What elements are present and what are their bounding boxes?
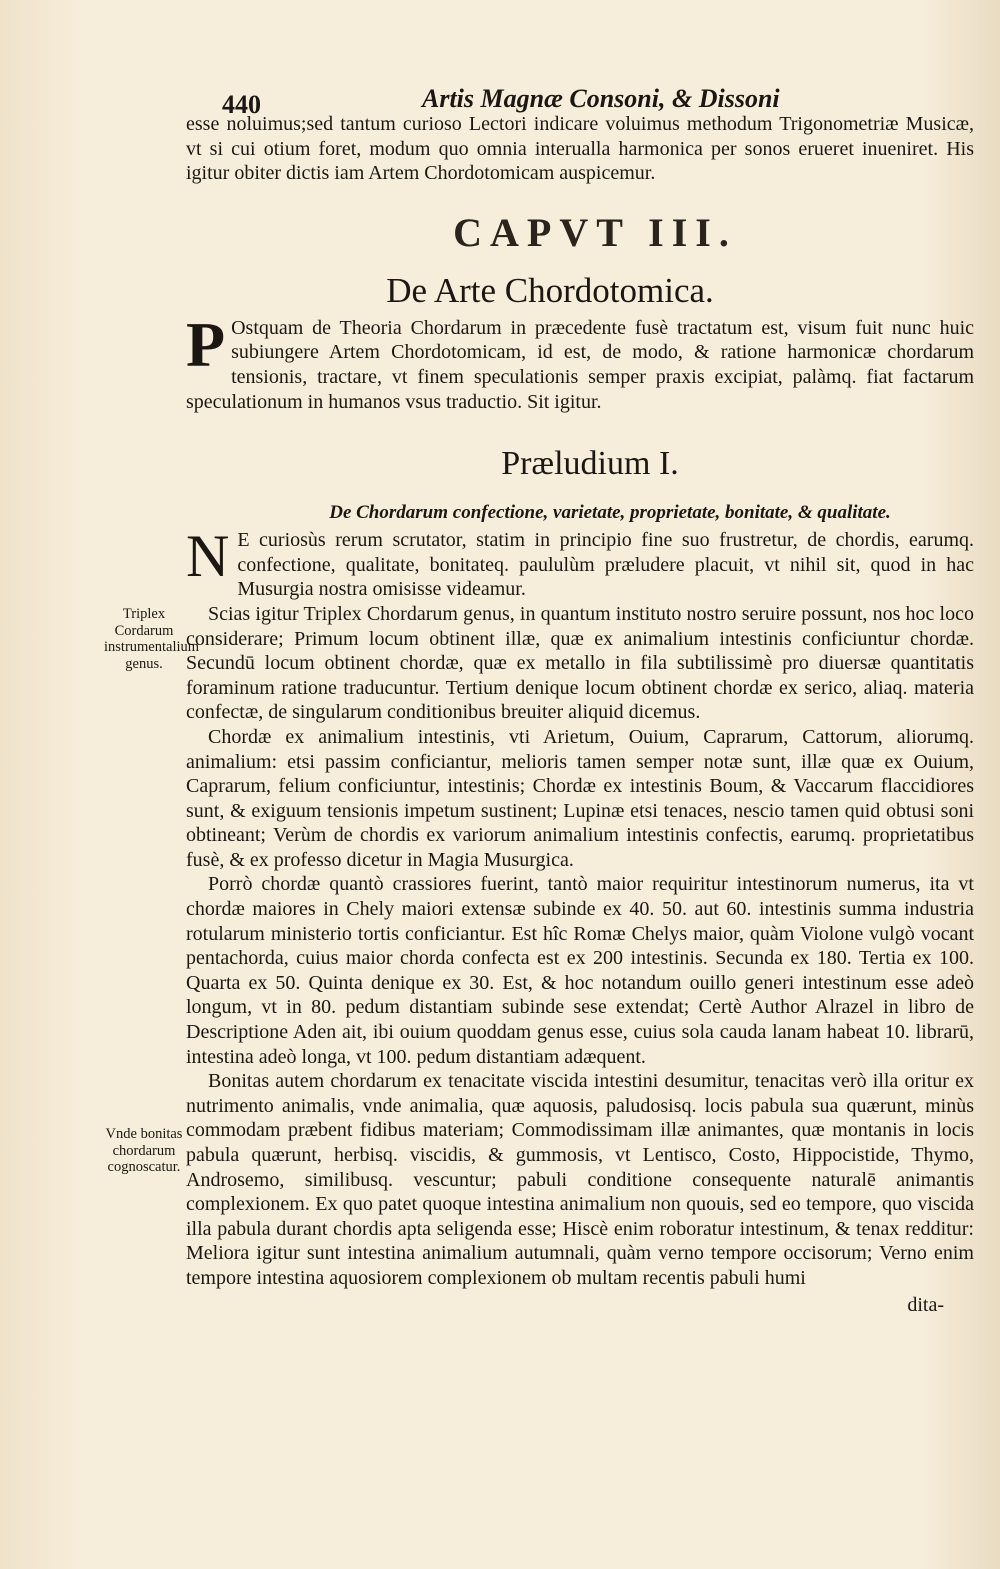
intro-paragraph: esse noluimus;sed tantum curioso Lectori indicare voluimus methodum Trigonometriæ Musicæ, vt si cui otium foret, modum quo omnia interualla harmonica per sonos erueret inueniret. His igitur obiter dictis iam Artem Chordotomicam auspicemur.	[186, 113, 974, 185]
chapter-title: De Arte Chordotomica.	[386, 270, 714, 310]
chapter-heading: CAPVT III.	[453, 209, 737, 255]
page-number: 440	[222, 90, 261, 119]
praeludium-title: Præludium I.	[501, 445, 679, 483]
paragraph-triplex: Scias igitur Triplex Chordarum genus, in quantum instituto nostro seruire possunt, nos hoc loco considerare; Primum locum obtinent illæ, quæ ex animalium intestinis conficiuntur chordæ. Secundū locum obtinent chordæ, quæ ex metallo in fila subtilissimè pro diuersæ quantitatis foraminum ratione traducuntur. Tertium denique locum obtinent chordæ ex serico, aliaq. materia confectæ, de singularum conditionibus breuiter aliquid dicemus.	[186, 602, 974, 724]
paragraph-bonitas: Bonitas autem chordarum ex tenacitate viscida intestini desumitur, tenacitas verò illa oritur ex nutrimento animalis, vnde animalia, quæ aquosis, paludosisq. locis pabula sua quærunt, minùs commodam præbent fidibus materiam; Commodissimam illæ animantes, quæ montanis in locis pabula quærunt, herbisq. viscidis, & gummosis, vt Lentisco, Costo, Hippocistide, Thymo, Androsemo, similibusq. vescuntur; pabuli conditione consequente naturalē animantis complexionem. Ex quo patet quoque intestina animalium non quouis, sed eo tempore, quo viscida illa pabula durant chordis apta seligenda esse; Hiscè enim roboratur intestinum, & tenax redditur: Meliora igitur sunt intestina animalium autumnali, quàm verno tempore occisorum; Verno enim tempore intestina aquosiorem complexionem ob multam recentis pabuli humi	[186, 1070, 974, 1289]
opening-paragraph	[186, 308, 974, 414]
paragraph-thickness: Porrò chordæ quantò crassiores fuerint, tantò maior requiritur intestinorum numerus, ita vt chordæ maiores in Chely maiori extensæ subinde ex 40. 50. aut 60. intestinis summa industria rotularum ministerio tortis conficiantur. Est hîc Romæ Chelys maior, quàm Violone vulgò vocant pentachorda, cuius maior chorda confecta est ex 200 intestinis. Secunda ex 180. Tertia ex 100. Quarta ex 50. Quinta denique ex 30. Est, & hoc notandum ouillo generi intestinum esse adeò longum, vt in 80. pedum distantiam subinde sese extendat; Certè Author Alrazel in libro de Descriptione Aden ait, ibi ouium quoddam genus esse, cuius sola cauda lanam habeat 10. librarū, intestina adeò longa, vt 100. pedum distantiam adæquent.	[186, 873, 974, 1068]
marginal-note-triplex: Triplex Cordarum instrumentalium genus.	[104, 606, 200, 672]
opening-paragraph-text: Ostquam de Theoria Chordarum in præcedente fusè tractatum est, visum fuit nunc huic subiungere Artem Chordotomicam, id est, de modo, & ratione harmonicæ chordarum tensionis, tractare, vt finem speculationis semper praxis excipiat, palàmq. fiat factarum speculationum in humanos vsus traductio. Sit igitur.	[186, 316, 974, 413]
praeludium-first-paragraph	[186, 523, 974, 602]
drop-cap-p: P	[186, 308, 226, 380]
praeludium-first-paragraph-text: E curiosùs rerum scrutator, statim in principio fine suo frustretur, de chordis, earumq. confectione, qualitate, bonitateq. paululùm præludere placuit, vt nihil sit, quod in hac Musurgia nostra omisisse videamur.	[237, 529, 974, 601]
catchword: dita-	[907, 1293, 944, 1316]
drop-cap-n: N	[186, 523, 230, 590]
paragraph-animal-strings: Chordæ ex animalium intestinis, vti Arietum, Ouium, Caprarum, Cattorum, aliorumq. animalium: etsi passim conficiantur, melioris tamen semper notæ sunt, illæ quæ ex Ouium, Caprarum, felium conficiuntur, intestinis; Chordæ ex intestinis Boum, & Vaccarum flaccidiores sunt, & exiguum tensionis impetum sustinent; Lupinæ etsi tenaces, nescio tamen quid obtusi soni obtineant; Verùm de chordis ex variorum animalium intestinis confectis, earumq. proprietatibus fusè, & ex professo dicetur in Magia Musurgica.	[186, 725, 974, 871]
marginal-note-bonitas: Vnde bonitas chordarum cognoscatur.	[105, 1126, 183, 1175]
page-body	[186, 112, 974, 1317]
running-title: Artis Magnæ Consoni, & Dissoni	[422, 84, 780, 113]
praeludium-subtitle: De Chordarum confectione, varietate, proprietate, bonitate, & qualitate.	[329, 502, 891, 524]
